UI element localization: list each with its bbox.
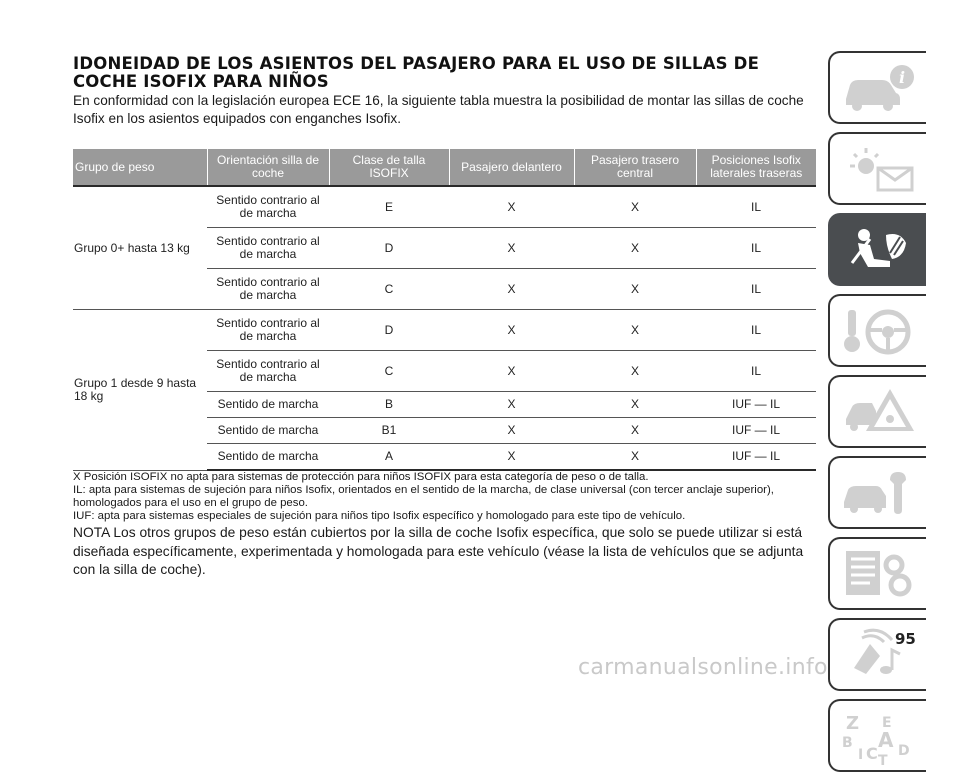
- rear-center-cell: X: [574, 392, 696, 418]
- page-number: 95: [895, 630, 916, 648]
- orientation-cell: Sentido contrario al de marcha: [207, 186, 329, 228]
- svg-text:D: D: [898, 743, 910, 759]
- front-cell: X: [449, 186, 574, 228]
- tab-seat-airbag[interactable]: [828, 213, 926, 286]
- table-row: [73, 186, 816, 228]
- rear-center-cell: X: [574, 310, 696, 351]
- rear-lateral-cell: IL: [696, 269, 816, 310]
- size-class-cell: B1: [329, 418, 449, 444]
- rear-center-cell: X: [574, 351, 696, 392]
- warning-triangle-icon: [840, 385, 920, 441]
- front-cell: X: [449, 444, 574, 471]
- specs-gears-icon: [840, 547, 920, 603]
- isofix-table: [73, 149, 816, 471]
- table-row: [73, 310, 816, 351]
- header-weight-group: Grupo de peso: [73, 149, 207, 186]
- tab-key-steering[interactable]: [828, 294, 926, 367]
- orientation-cell: Sentido de marcha: [207, 418, 329, 444]
- rear-center-cell: X: [574, 186, 696, 228]
- header-size-class: Clase de talla ISOFIX: [329, 149, 449, 186]
- main-content: [73, 55, 818, 580]
- section-heading: IDONEIDAD DE LOS ASIENTOS DEL PASAJERO PARA EL USO DE SILLAS DE COCHE ISOFIX PARA NIÑOS: [73, 54, 760, 91]
- svg-text:i: i: [899, 68, 906, 87]
- alphabet-index-icon: [840, 709, 920, 765]
- watermark: carmanualsonline.info: [578, 655, 828, 680]
- group-label: Grupo 1 desde 9 hasta 18 kg: [73, 310, 207, 471]
- note-il: IL: apta para sistemas de sujeción para niños Isofix, orientados en el sentido de la marcha, de clase universal (con tercer anclaje superior), homologados para el uso en el grupo de peso.: [73, 484, 774, 509]
- tab-multimedia[interactable]: [828, 618, 926, 691]
- front-cell: X: [449, 392, 574, 418]
- orientation-cell: Sentido contrario al de marcha: [207, 351, 329, 392]
- svg-text:Z: Z: [846, 713, 860, 734]
- front-cell: X: [449, 269, 574, 310]
- car-info-icon: [840, 61, 920, 117]
- intro-paragraph: En conformidad con la legislación europea ECE 16, la siguiente tabla muestra la posibilidad de montar las sillas de coche Isofix en los asientos equipados con enganches Isofix.: [73, 93, 804, 126]
- size-class-cell: E: [329, 186, 449, 228]
- svg-text:C: C: [866, 744, 878, 763]
- rear-lateral-cell: IL: [696, 310, 816, 351]
- front-cell: X: [449, 228, 574, 269]
- rear-center-cell: X: [574, 418, 696, 444]
- tab-car-info[interactable]: [828, 51, 926, 124]
- tab-specs[interactable]: [828, 537, 926, 610]
- table-header-row: [73, 149, 816, 186]
- orientation-cell: Sentido de marcha: [207, 392, 329, 418]
- rear-lateral-cell: IUF — IL: [696, 444, 816, 471]
- svg-text:A: A: [878, 728, 894, 752]
- key-steering-wheel-icon: [840, 304, 920, 360]
- tab-emergency[interactable]: [828, 375, 926, 448]
- header-rear-lateral: Posiciones Isofix laterales traseras: [696, 149, 816, 186]
- orientation-cell: Sentido contrario al de marcha: [207, 310, 329, 351]
- orientation-cell: Sentido de marcha: [207, 444, 329, 471]
- rear-lateral-cell: IUF — IL: [696, 392, 816, 418]
- orientation-cell: Sentido contrario al de marcha: [207, 269, 329, 310]
- rear-lateral-cell: IUF — IL: [696, 418, 816, 444]
- header-front-passenger: Pasajero delantero: [449, 149, 574, 186]
- size-class-cell: B: [329, 392, 449, 418]
- orientation-cell: Sentido contrario al de marcha: [207, 228, 329, 269]
- size-class-cell: C: [329, 351, 449, 392]
- tab-maintenance[interactable]: [828, 456, 926, 529]
- rear-lateral-cell: IL: [696, 351, 816, 392]
- warning-lights-icon: [840, 142, 920, 198]
- rear-center-cell: X: [574, 269, 696, 310]
- rear-center-cell: X: [574, 444, 696, 471]
- svg-text:T: T: [878, 753, 888, 765]
- tab-index[interactable]: [828, 699, 926, 772]
- nota-paragraph: NOTA Los otros grupos de peso están cubiertos por la silla de coche Isofix específica, que solo se puede utilizar si está diseñada específicamente, experimentada y homologada para este vehículo (véase la lista de vehículos que se adjunta con la silla de coche).: [73, 525, 804, 577]
- size-class-cell: A: [329, 444, 449, 471]
- car-maintenance-icon: [840, 466, 920, 522]
- svg-text:B: B: [842, 735, 853, 751]
- seat-airbag-icon: [840, 223, 920, 279]
- svg-text:E: E: [882, 715, 892, 731]
- rear-lateral-cell: IL: [696, 186, 816, 228]
- size-class-cell: D: [329, 310, 449, 351]
- size-class-cell: D: [329, 228, 449, 269]
- size-class-cell: C: [329, 269, 449, 310]
- front-cell: X: [449, 310, 574, 351]
- chapter-sidebar: [828, 51, 928, 780]
- header-rear-center: Pasajero trasero central: [574, 149, 696, 186]
- note-iuf: IUF: apta para sistemas especiales de sujeción para niños tipo Isofix específico y homologado para este tipo de vehículo.: [73, 510, 686, 522]
- note-x: X Posición ISOFIX no apta para sistemas de protección para niños ISOFIX para esta categoría de peso o de talla.: [73, 471, 649, 483]
- header-orientation: Orientación silla de coche: [207, 149, 329, 186]
- svg-text:I: I: [858, 747, 864, 763]
- front-cell: X: [449, 418, 574, 444]
- rear-lateral-cell: IL: [696, 228, 816, 269]
- table-notes: [73, 471, 818, 523]
- group-label: Grupo 0+ hasta 13 kg: [73, 186, 207, 310]
- tab-warning-lights[interactable]: [828, 132, 926, 205]
- rear-center-cell: X: [574, 228, 696, 269]
- front-cell: X: [449, 351, 574, 392]
